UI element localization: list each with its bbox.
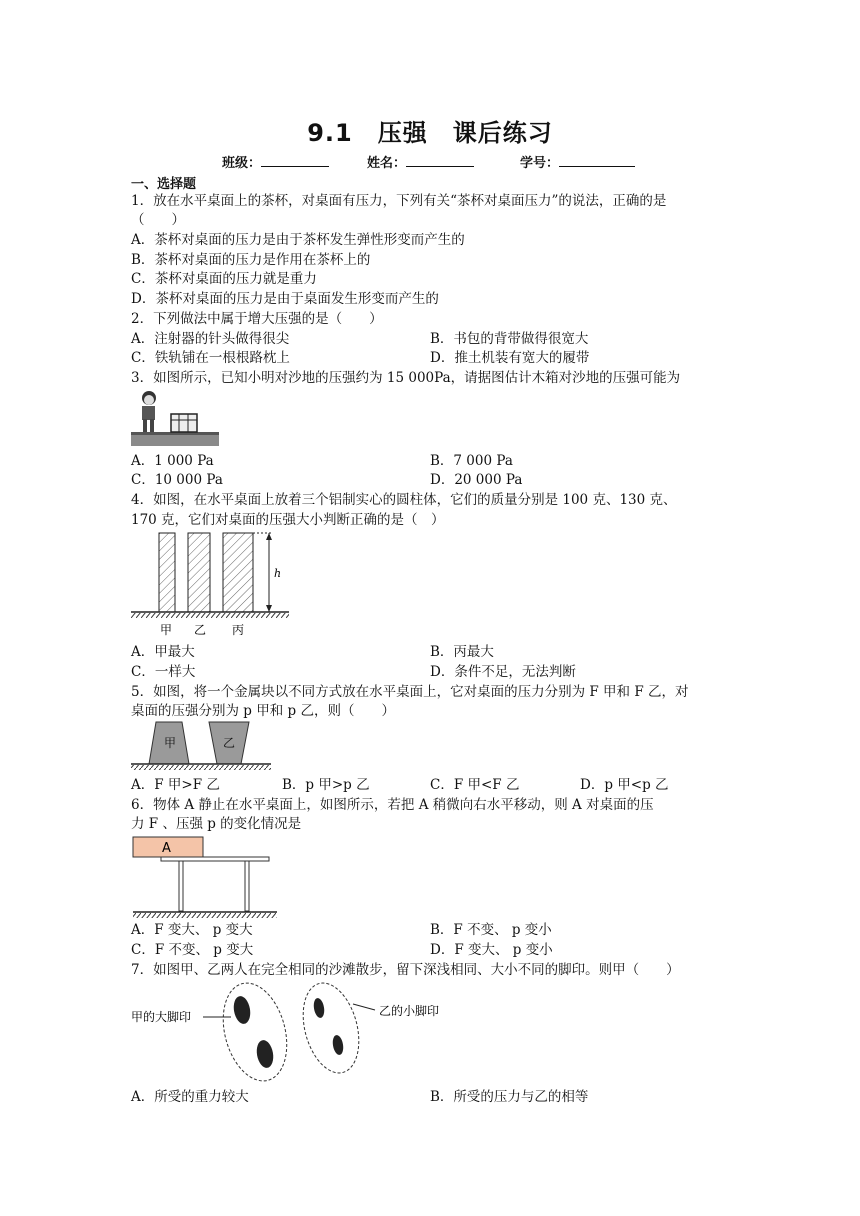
q4-option-d: D．条件不足，无法判断 bbox=[430, 664, 576, 680]
q5-option-d: D．p 甲<p 乙 bbox=[580, 777, 669, 793]
section-heading: 一、选择题 bbox=[131, 177, 197, 192]
q5-label-jia: 甲 bbox=[164, 736, 177, 750]
q2-stem: 2．下列做法中属于增大压强的是（ ） bbox=[131, 311, 383, 327]
q7-option-a: A．所受的重力较大 bbox=[131, 1089, 249, 1105]
q3-option-c: C．10 000 Pa bbox=[131, 472, 223, 488]
q1-option-d: D．茶杯对桌面的压力是由于桌面发生形变而产生的 bbox=[131, 291, 439, 307]
q1-option-b: B．茶杯对桌面的压力是作用在茶杯上的 bbox=[131, 252, 371, 268]
q7-stem: 7．如图甲、乙两人在完全相同的沙滩散步，留下深浅相同、大小不同的脚印。则甲（ ） bbox=[131, 962, 680, 978]
q6-option-a: A．F 变大、 p 变大 bbox=[131, 922, 253, 938]
q4-option-a: A．甲最大 bbox=[131, 644, 195, 660]
q3-option-b: B．7 000 Pa bbox=[430, 453, 513, 469]
q6-option-c: C．F 不变、 p 变大 bbox=[131, 942, 254, 958]
name-field: 姓名： bbox=[367, 152, 474, 171]
q7-label-small-footprint: 乙的小脚印 bbox=[379, 1004, 440, 1018]
q4-figure-cylinders bbox=[131, 528, 291, 640]
q6-option-b: B．F 不变、 p 变小 bbox=[430, 922, 552, 938]
q3-option-a: A．1 000 Pa bbox=[131, 453, 214, 469]
q6-figure-table bbox=[131, 835, 279, 919]
q5-stem-line2: 桌面的压强分别为 p 甲和 p 乙，则（ ） bbox=[131, 703, 395, 719]
q6-option-d: D．F 变大、 p 变小 bbox=[430, 942, 553, 958]
q6-stem-line2: 力 F 、压强 p 的变化情况是 bbox=[131, 816, 302, 832]
q3-figure-boy-and-box bbox=[131, 388, 221, 450]
student-id-field: 学号： bbox=[520, 152, 635, 171]
q1-option-c: C．茶杯对桌面的压力就是重力 bbox=[131, 271, 317, 287]
q6-block-label: A bbox=[162, 841, 171, 856]
page-title: 9.1 压强 课后练习 bbox=[307, 119, 553, 147]
q2-option-c: C．铁轨铺在一根根路枕上 bbox=[131, 350, 290, 366]
q6-stem-line1: 6．物体 A 静止在水平桌面上，如图所示，若把 A 稍微向右水平移动，则 A 对桌面的压 bbox=[131, 797, 654, 813]
q5-option-b: B．p 甲>p 乙 bbox=[282, 777, 370, 793]
q5-option-a: A．F 甲>F 乙 bbox=[131, 777, 220, 793]
q1-stem-paren: （ ） bbox=[131, 212, 185, 228]
q4-stem-line1: 4．如图，在水平桌面上放着三个铝制实心的圆柱体，它们的质量分别是 100 克、130 克、 bbox=[131, 492, 677, 508]
q1-option-a: A．茶杯对桌面的压力是由于茶杯发生弹性形变而产生的 bbox=[131, 232, 465, 248]
q7-option-b: B．所受的压力与乙的相等 bbox=[430, 1089, 589, 1105]
q3-stem: 3．如图所示，已知小明对沙地的压强约为 15 000Pa，请据图估计木箱对沙地的压强可能为 bbox=[131, 370, 681, 386]
q5-figure-blocks bbox=[131, 720, 273, 772]
q5-option-c: C．F 甲<F 乙 bbox=[430, 777, 520, 793]
q4-label-yi: 乙 bbox=[194, 623, 207, 637]
class-field: 班级： bbox=[222, 152, 329, 171]
q4-stem-line2: 170 克，它们对桌面的压强大小判断正确的是（ ） bbox=[131, 512, 445, 528]
q2-option-d: D．推土机装有宽大的履带 bbox=[430, 350, 590, 366]
q4-option-c: C．一样大 bbox=[131, 664, 196, 680]
q1-stem: 1．放在水平桌面上的茶杯，对桌面有压力，下列有关“茶杯对桌面压力”的说法，正确的是 bbox=[131, 193, 667, 209]
q3-option-d: D．20 000 Pa bbox=[430, 472, 523, 488]
q4-label-bing: 丙 bbox=[232, 623, 245, 637]
q7-figure-footprints bbox=[131, 980, 461, 1088]
q2-option-a: A．注射器的针头做得很尖 bbox=[131, 331, 290, 347]
q4-label-jia: 甲 bbox=[160, 623, 173, 637]
q5-label-yi: 乙 bbox=[223, 736, 236, 750]
q2-option-b: B．书包的背带做得很宽大 bbox=[430, 331, 589, 347]
q4-height-label: h bbox=[274, 567, 282, 580]
q7-label-big-footprint: 甲的大脚印 bbox=[131, 1010, 192, 1024]
q5-stem-line1: 5．如图，将一个金属块以不同方式放在水平桌面上，它对桌面的压力分别为 F 甲和 F 乙，对 bbox=[131, 684, 689, 700]
q4-option-b: B．丙最大 bbox=[430, 644, 494, 660]
